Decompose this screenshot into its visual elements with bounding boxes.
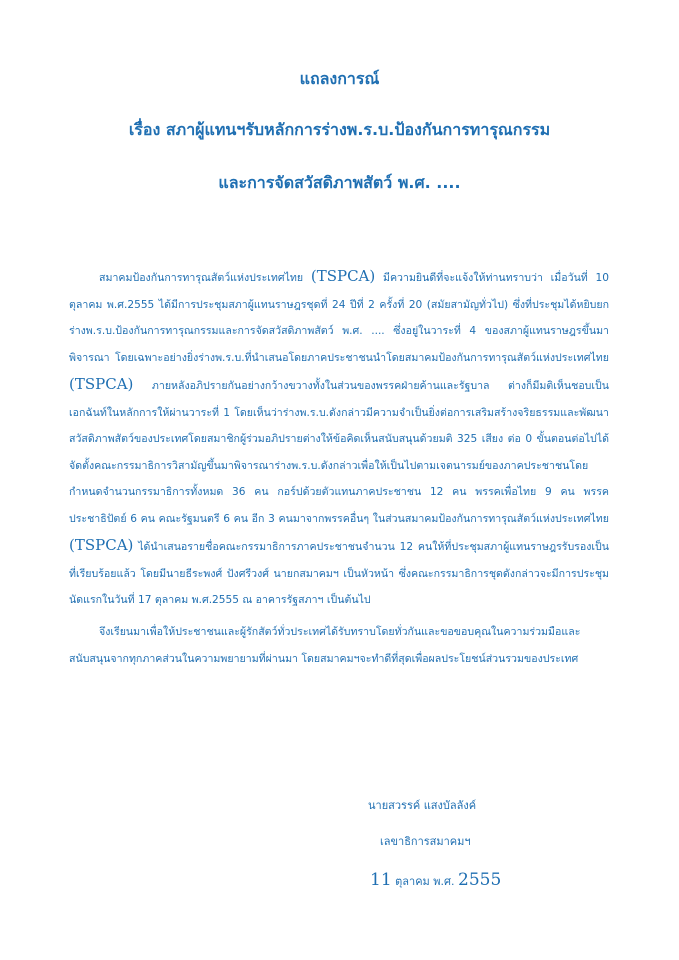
tspca-abbreviation: (TSPCA)	[69, 536, 134, 554]
tspca-abbreviation: (TSPCA)	[69, 375, 134, 393]
paragraph-text: มีความยินดีที่จะแจ้งให้ท่านทราบว่า เมื่อวันที่ 10 ตุลาคม พ.ศ.2555 ได้มีการประชุมสภาผู้แทนราษฎรชุดที่ 24 ปีที่ 2 ครั้งที่ 20 (สมัยสามัญทั่วไป) ซึ่งที่ประชุมได้หยิบยกร่างพ.ร.บ.ป้องกันการทารุณกรรมและการจัดสวัสดิภาพสัตว์ พ.ศ. .... ซึ่งอยู่ในวาระที่ 4 ของสภาผู้แทนราษฎรขึ้นมาพิจารณา โดยเฉพาะอย่างยิ่งร่างพ.ร.บ.ที่นำเสนอโดยภาคประชาชนนำโดยสมาคมป้องกันการทารุณสัตว์แห่งประเทศไทย	[69, 272, 610, 364]
paragraph-text: สมาคมป้องกันการทารุณสัตว์แห่งประเทศไทย	[99, 272, 311, 284]
signatory-position: เลขาธิการสมาคมฯ	[380, 835, 471, 848]
paragraph-text: ภายหลังอภิปรายกันอย่างกว้างขวางทั้งในส่วนของพรรคฝ่ายค้านและรัฐบาล ต่างก็มีมติเห็นชอบเป็นเอกฉันท์ในหลักการให้ผ่านวาระที่ 1 โดยเห็นว่าร่างพ.ร.บ.ดังกล่าวมีความจำเป็นยิ่งต่อการเสริมสร้างจริยธรรมและพัฒนาสวัสดิภาพสัตว์ของประเทศโดยสมาชิกผู้ร่วมอภิปรายต่างให้ข้อคิดเห็นสนับสนุนด้วยมติ 325 เสียง ต่อ 0 ขั้นตอนต่อไปได้จัดตั้งคณะกรรมาธิการวิสามัญขึ้นมาพิจารณาร่างพ.ร.บ.ดังกล่าวเพื่อให้เป็นไปตามเจตนารมย์ของภาคประชาชนโดยกำหนดจำนวนกรรมาธิการทั้งหมด 36 คน กอร์ปด้วยตัวแทนภาคประชาชน 12 คน พรรคเพื่อไทย 9 คน พรรคประชาธิปัตย์ 6 คน คณะรัฐมนตรี 6 คน อีก 3 คนมาจากพรรคอื่นๆ ในส่วนสมาคมป้องกันการทารุณสัตว์แห่งประเทศไทย	[69, 380, 609, 525]
date-month: ตุลาคม พ.ศ.	[391, 875, 459, 888]
date-day: 11	[370, 870, 392, 890]
tspca-abbreviation: (TSPCA)	[310, 267, 376, 285]
signatory-name: นายสวรรค์ แสงบัลลังค์	[368, 799, 477, 812]
document-subject-line-2: และการจัดสวัสดิภาพสัตว์ พ.ศ. ....	[218, 173, 461, 192]
body-paragraph-2: จึงเรียนมาเพื่อให้ประชาชนและผู้รักสัตว์ทั่วประเทศได้รับทราบโดยทั่วกันและขอขอบคุณในความร่วมมือและสนับสนุนจากทุกภาคส่วนในความพยายามที่ผ่านมา โดยสมาคมฯจะทำดีที่สุดเพื่อผลประโยชน์ส่วนรวมของประเทศ	[69, 626, 581, 665]
date-year: 2555	[458, 870, 502, 890]
statement-date	[370, 870, 501, 890]
paragraph-text: ได้นำเสนอรายชื่อคณะกรรมาธิการภาคประชาชนจำนวน 12 คนให้ที่ประชุมสภาผู้แทนราษฎรรับรองเป็นที่เรียบร้อยแล้ว โดยมีนายธีระพงศ์ ปังศรีวงศ์ นายกสมาคมฯ เป็นหัวหน้า ซึ่งคณะกรรมาธิการชุดดังกล่าวจะมีการประชุมนัดแรกในวันที่ 17 ตุลาคม พ.ศ.2555 ณ อาคารรัฐสภาฯ เป็นต้นไป	[69, 541, 609, 606]
document-subject-line-1: เรื่อง สภาผู้แทนฯรับหลักการร่างพ.ร.บ.ป้องกันการทารุณกรรม	[128, 120, 551, 139]
body-paragraph-1	[69, 263, 609, 614]
document-heading: แถลงการณ์	[299, 69, 380, 88]
